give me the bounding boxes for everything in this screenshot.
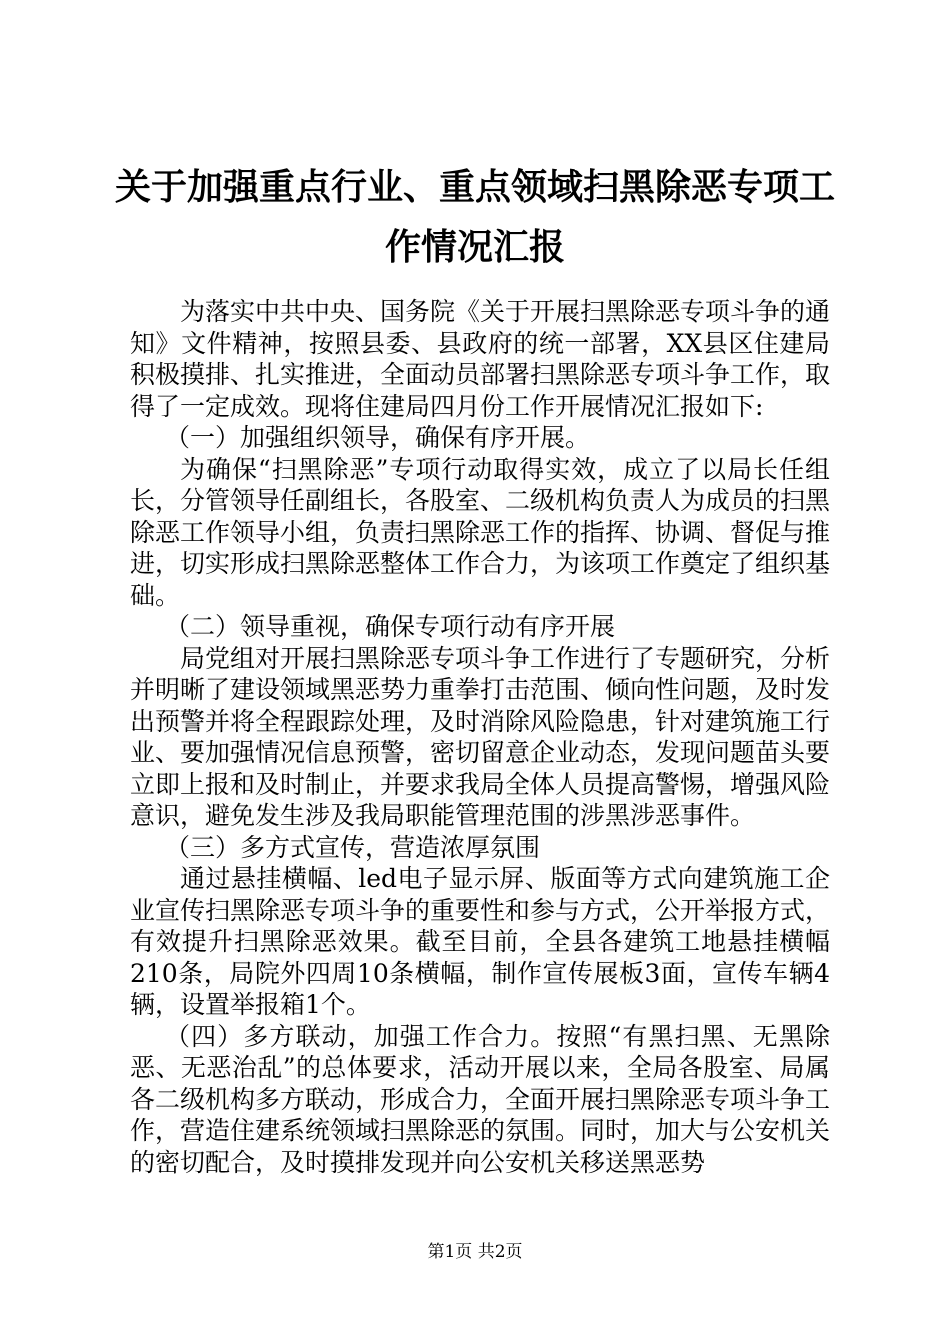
document-body xyxy=(130,296,830,1178)
paragraph-section-3: 通过悬挂横幅、led电子显示屏、版面等方式向建筑施工企业宣传扫黑除恶专项斗争的重要性和参与方式，公开举报方式，有效提升扫黑除恶效果。截至目前，全县各建筑工地悬挂横幅210条，局院外四周10条横幅，制作宣传展板3面，宣传车辆4辆，设置举报箱1个。 xyxy=(130,864,831,1019)
section-heading-1: （一）加强组织领导，确保有序开展。 xyxy=(165,423,591,452)
document-title: 关于加强重点行业、重点领域扫黑除恶专项工作情况汇报 xyxy=(114,167,835,268)
paragraph-section-2: 局党组对开展扫黑除恶专项斗争工作进行了专题研究，分析并明晰了建设领域黑恶势力重拳打击范围、倾向性问题，及时发出预警并将全程跟踪处理，及时消除风险隐患，针对建筑施工行业、要加强情况信息预警，密切留意企业动态，发现问题苗头要立即上报和及时制止，并要求我局全体人员提高警惕，增强风险意识，避免发生涉及我局职能管理范围的涉黑涉恶事件。 xyxy=(130,643,831,830)
section-heading-3: （三）多方式宣传，营造浓厚氛围 xyxy=(165,832,541,862)
section-heading-2: （二）领导重视，确保专项行动有序开展 xyxy=(165,612,616,641)
paragraph-section-1: 为确保“扫黑除恶”专项行动取得实效，成立了以局长任组长，分管领导任副组长，各股室、二级机构负责人为成员的扫黑除恶工作领导小组，负责扫黑除恶工作的指挥、协调、督促与推进，切实形成扫黑除恶整体工作合力，为该项工作奠定了组织基础。 xyxy=(130,454,831,610)
paragraph-section-4: （四）多方联动，加强工作合力。按照“有黑扫黑、无黑除恶、无恶治乱”的总体要求，活动开展以来，全局各股室、局属各二级机构多方联动，形成合力，全面开展扫黑除恶专项斗争工作，营造住建系统领域扫黑除恶的氛围。同时，加大与公安机关的密切配合，及时摸排发现并向公安机关移送黑恶势 xyxy=(130,1021,831,1177)
paragraph-intro: 为落实中共中央、国务院《关于开展扫黑除恶专项斗争的通知》文件精神，按照县委、县政府的统一部署，XX县区住建局积极摸排、扎实推进，全面动员部署扫黑除恶专项斗争工作，取得了一定成效。现将住建局四月份工作开展情况汇报如下: xyxy=(130,297,831,421)
page-number: 第1页 共2页 xyxy=(427,1242,523,1262)
